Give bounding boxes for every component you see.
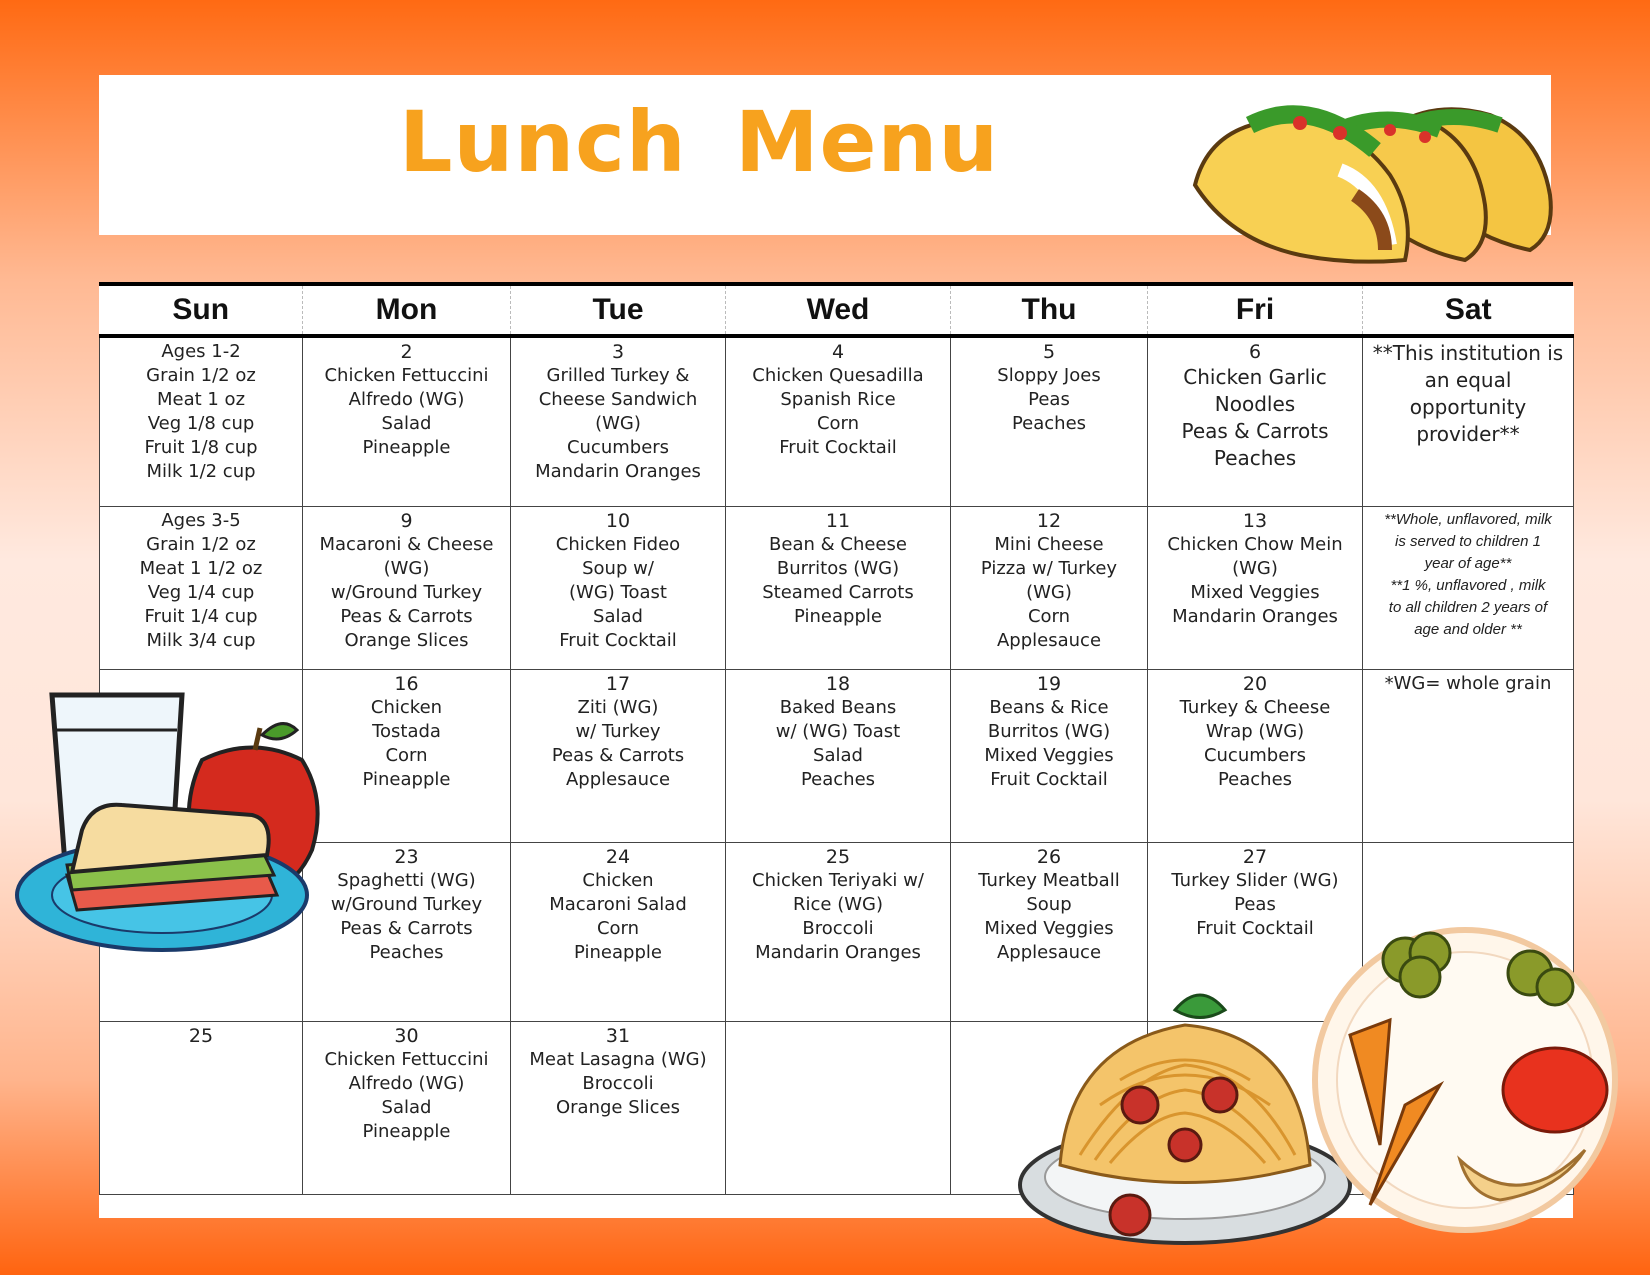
menu-line: Spaghetti (WG) [337, 870, 476, 891]
day-cell [1363, 507, 1574, 670]
day-number: 11 [825, 510, 851, 532]
menu-line: Bean & Cheese [769, 534, 907, 555]
menu-line: Fruit Cocktail [559, 630, 677, 651]
menu-line: Burritos (WG) [987, 721, 1111, 742]
menu-line: year of age** [1424, 555, 1512, 572]
day-number: 2 [400, 341, 413, 363]
menu-line: Turkey Slider (WG) [1171, 870, 1339, 891]
day-cell [726, 507, 951, 670]
day-number: 25 [188, 1025, 214, 1047]
menu-line: Salad [813, 745, 863, 766]
menu-line: Fruit Cocktail [1196, 918, 1314, 939]
day-cell [511, 670, 726, 843]
menu-line: Pizza w/ Turkey [980, 558, 1118, 579]
menu-line: Sloppy Joes [997, 365, 1101, 386]
menu-line: Chicken [370, 697, 443, 718]
menu-line: Spanish Rice [780, 389, 896, 410]
menu-line: Mandarin Oranges [755, 942, 921, 963]
day-number: 26 [1036, 846, 1062, 868]
menu-line: Rice (WG) [793, 894, 883, 915]
menu-line: Chicken Fettuccini [324, 365, 489, 386]
menu-line: Meat Lasagna (WG) [529, 1049, 707, 1070]
day-number: 23 [394, 846, 419, 868]
menu-line: Salad [381, 413, 432, 434]
menu-line: Applesauce [565, 769, 671, 790]
menu-line: Mixed Veggies [1190, 582, 1320, 603]
day-cell [726, 336, 951, 507]
menu-line: Cheese Sandwich (WG) [538, 389, 698, 434]
menu-line: Veg 1/8 cup [147, 413, 255, 434]
menu-line: Pineapple [794, 606, 882, 627]
day-cell [951, 670, 1148, 843]
day-number: 4 [831, 341, 845, 363]
menu-line: Corn [816, 413, 860, 434]
day-number: 25 [825, 846, 851, 868]
menu-line: Ages 1-2 [161, 341, 241, 362]
day-cell [951, 336, 1148, 507]
menu-line: Orange Slices [344, 630, 469, 651]
menu-line: Peas [1028, 389, 1070, 410]
menu-line: Beans & Rice [989, 697, 1109, 718]
vegetable-plate-illustration [1310, 915, 1620, 1240]
menu-line: Macaroni & Cheese [319, 534, 494, 555]
menu-line: Soup [1026, 894, 1072, 915]
menu-line: w/Ground Turkey [330, 894, 483, 915]
menu-line: Turkey Meatball [978, 870, 1120, 891]
menu-line: Steamed Carrots [762, 582, 914, 603]
menu-line: Broccoli [802, 918, 874, 939]
spaghetti-illustration [1010, 985, 1360, 1255]
menu-line: Grilled Turkey & [546, 365, 690, 386]
day-header: Fri [1148, 286, 1363, 336]
menu-line: Broccoli [582, 1073, 654, 1094]
menu-line: Grain 1/2 oz [146, 534, 256, 555]
menu-line: Salad [593, 606, 643, 627]
menu-line: Fruit 1/8 cup [144, 437, 258, 458]
day-number: 13 [1242, 510, 1268, 532]
menu-line: Mini Cheese [994, 534, 1104, 555]
menu-line: Mixed Veggies [984, 918, 1114, 939]
menu-line: Grain 1/2 oz [146, 365, 256, 386]
menu-line: Chicken Fettuccini [324, 1049, 489, 1070]
menu-line: Peas & Carrots [340, 918, 473, 939]
day-cell [1148, 507, 1363, 670]
meatball [1110, 1195, 1150, 1235]
menu-line: Peas [1234, 894, 1276, 915]
day-cell [303, 507, 511, 670]
menu-line: Turkey & Cheese [1179, 697, 1331, 718]
day-cell [511, 1022, 726, 1195]
menu-line: Corn [596, 918, 640, 939]
day-cell [511, 336, 726, 507]
menu-line: Baked Beans [779, 697, 897, 718]
menu-line: Peas & Carrots [1181, 419, 1329, 443]
menu-line: age and older ** [1414, 621, 1522, 638]
menu-line: Peas & Carrots [340, 606, 473, 627]
menu-line: (WG) Toast [569, 582, 667, 603]
menu-line: **1 %, unflavored , milk [1390, 577, 1546, 594]
page-title: Lunch Menu [399, 93, 1000, 191]
menu-line: Peas & Carrots [551, 745, 685, 766]
menu-line: Noodles [1214, 392, 1296, 416]
menu-line: (WG) [383, 558, 430, 579]
menu-line: Milk 3/4 cup [146, 630, 256, 651]
day-cell [1148, 336, 1363, 507]
menu-line: Ages 3-5 [161, 510, 241, 531]
menu-line: Corn [385, 745, 428, 766]
day-header: Tue [511, 286, 726, 336]
menu-line: Chicken [582, 870, 654, 891]
day-number: 18 [825, 673, 851, 695]
menu-line: Fruit Cocktail [779, 437, 897, 458]
menu-line: Mandarin Oranges [535, 461, 701, 482]
menu-line: Peaches [1011, 413, 1087, 434]
menu-line: Salad [381, 1097, 432, 1118]
menu-line: Peaches [1213, 446, 1297, 470]
menu-line: Chicken Chow Mein [1167, 534, 1343, 555]
day-cell [303, 336, 511, 507]
day-number: 16 [394, 673, 419, 695]
menu-line: **Whole, unflavored, milk [1384, 511, 1552, 528]
menu-line: an equal opportunity [1409, 368, 1527, 419]
day-number: 6 [1248, 341, 1262, 363]
menu-line: Meat 1 oz [156, 389, 246, 410]
menu-line: Chicken Garlic [1183, 365, 1327, 389]
day-number: 3 [611, 341, 625, 363]
day-cell [726, 1022, 951, 1195]
menu-line: Peaches [1217, 769, 1293, 790]
day-number: 5 [1042, 341, 1056, 363]
day-number: 17 [605, 673, 631, 695]
menu-line: Chicken Quesadilla [752, 365, 924, 386]
day-cell [951, 507, 1148, 670]
menu-line: Applesauce [996, 942, 1102, 963]
day-number: 31 [605, 1025, 631, 1047]
day-header: Thu [951, 286, 1148, 336]
menu-line: Fruit Cocktail [990, 769, 1108, 790]
day-header: Sun [100, 286, 303, 336]
tomato [1503, 1048, 1607, 1132]
menu-line: Fruit 1/4 cup [144, 606, 258, 627]
day-cell [1363, 336, 1574, 507]
day-number: 10 [605, 510, 631, 532]
menu-line: Wrap (WG) [1205, 721, 1305, 742]
day-number: 27 [1242, 846, 1268, 868]
week-row [100, 507, 1574, 670]
day-number: 20 [1242, 673, 1268, 695]
day-cell [511, 843, 726, 1022]
menu-line: provider** [1416, 422, 1520, 446]
menu-line: Cucumbers [1203, 745, 1307, 766]
menu-line: Mixed Veggies [984, 745, 1114, 766]
menu-line: Pineapple [362, 437, 451, 458]
menu-line: Mandarin Oranges [1172, 606, 1338, 627]
menu-line: Peaches [800, 769, 876, 790]
day-header: Mon [303, 286, 511, 336]
menu-line: Tostada [372, 721, 441, 742]
day-cell [100, 507, 303, 670]
menu-line: Chicken Fideo [555, 534, 681, 555]
menu-line: Veg 1/4 cup [147, 582, 255, 603]
day-cell [100, 1022, 303, 1195]
day-cell [726, 843, 951, 1022]
menu-line: Pineapple [362, 769, 451, 790]
day-number: 9 [400, 510, 413, 532]
menu-line: Orange Slices [555, 1097, 680, 1118]
menu-line: Meat 1 1/2 oz [139, 558, 263, 579]
meatball [1122, 1087, 1158, 1123]
menu-line: Cucumbers [566, 437, 670, 458]
day-number: 12 [1036, 510, 1062, 532]
menu-line: Soup w/ [582, 558, 654, 579]
menu-line: Ziti (WG) [577, 697, 659, 718]
tacos-illustration [1190, 75, 1570, 280]
day-cell [303, 1022, 511, 1195]
meatball [1169, 1129, 1201, 1161]
menu-line: Milk 1/2 cup [146, 461, 256, 482]
day-cell [1148, 670, 1363, 843]
menu-line: Corn [1027, 606, 1071, 627]
day-header: Wed [726, 286, 951, 336]
day-number: 19 [1036, 673, 1062, 695]
milk-apple-sandwich-illustration [12, 690, 332, 970]
day-header-row [100, 286, 1574, 336]
menu-line: is served to children 1 [1395, 533, 1541, 550]
day-cell [511, 507, 726, 670]
day-cell [303, 670, 511, 843]
day-cell [1363, 670, 1574, 843]
menu-line: w/Ground Turkey [330, 582, 483, 603]
day-cell [726, 670, 951, 843]
menu-line: Burritos (WG) [776, 558, 900, 579]
menu-line: Pineapple [574, 942, 662, 963]
menu-line: (WG) [1026, 582, 1072, 603]
day-cell [100, 336, 303, 507]
menu-line: (WG) [1232, 558, 1278, 579]
menu-line: Alfredo (WG) [348, 389, 465, 410]
day-number: 24 [605, 846, 631, 868]
menu-line: Alfredo (WG) [348, 1073, 465, 1094]
day-cell [303, 843, 511, 1022]
menu-line: Peaches [369, 942, 444, 963]
menu-line: to all children 2 years of [1388, 599, 1548, 616]
menu-line: **This institution is [1372, 341, 1564, 365]
menu-line: Pineapple [362, 1121, 451, 1142]
menu-line: Chicken Teriyaki w/ [752, 870, 924, 891]
menu-line: w/ Turkey [575, 721, 661, 742]
week-row [100, 336, 1574, 507]
menu-line: w/ (WG) Toast [775, 721, 901, 742]
day-header: Sat [1363, 286, 1574, 336]
menu-line: Macaroni Salad [549, 894, 687, 915]
menu-line: *WG= whole grain [1384, 673, 1552, 694]
menu-line: Applesauce [996, 630, 1102, 651]
day-number: 30 [394, 1025, 419, 1047]
meatball [1203, 1078, 1237, 1112]
